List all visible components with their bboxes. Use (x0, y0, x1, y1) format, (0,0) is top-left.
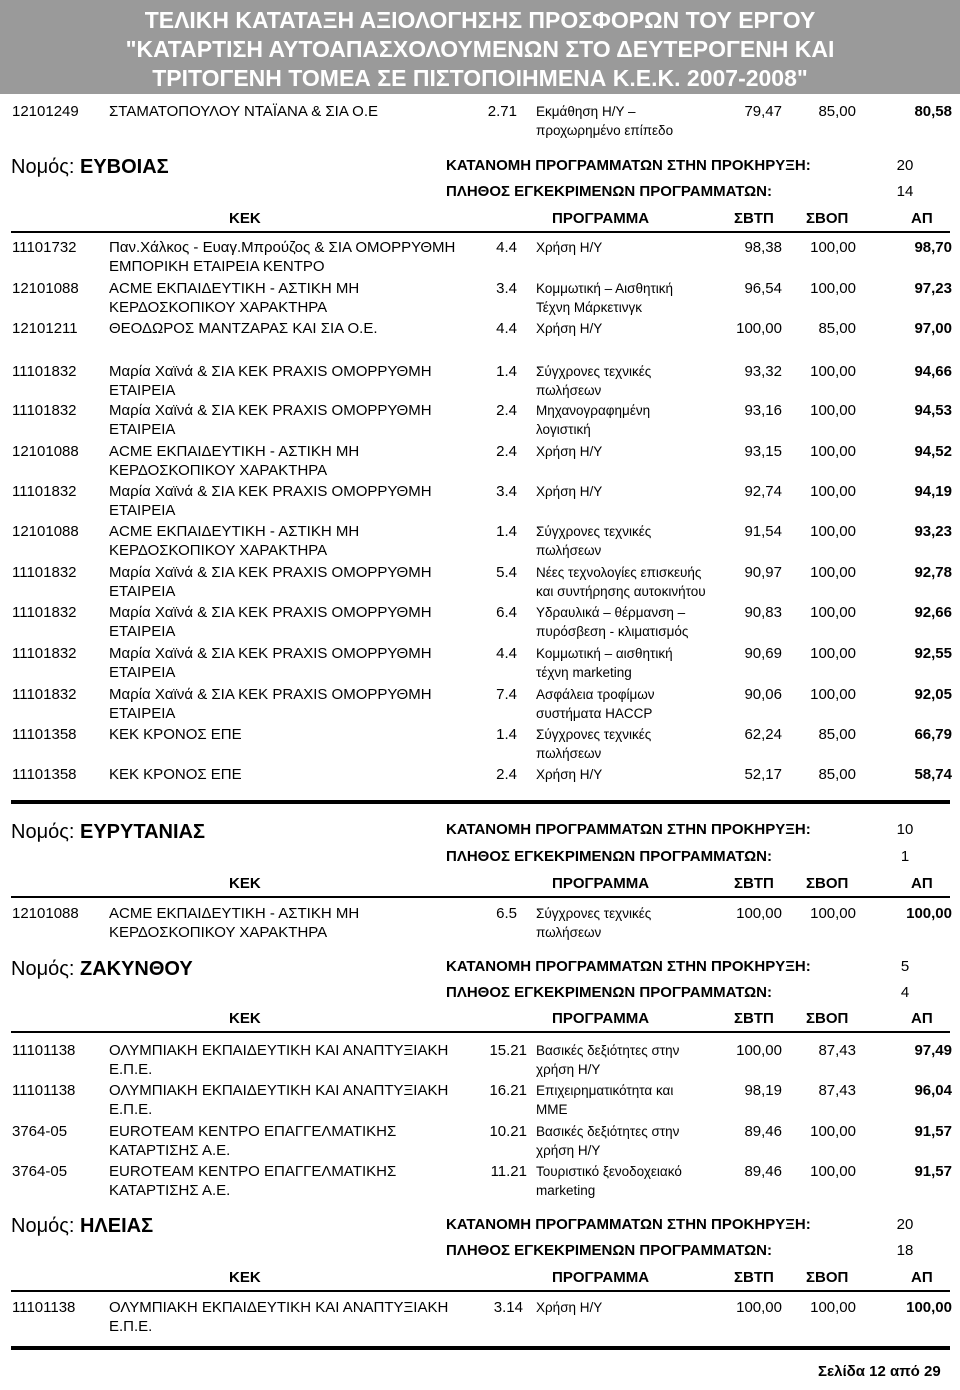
approved-value: 14 (896, 183, 914, 200)
column-header-ap: ΑΠ (911, 1269, 933, 1286)
kek-name: ACME ΕΚΠΑΙΔΕΥΤΙΚΗ - ΑΣΤΙΚΗ ΜΗ ΚΕΡΔΟΣΚΟΠΙΚΟΥ ΧΑΡΑΚΤΗΡΑ (109, 443, 360, 479)
header-divider (11, 231, 950, 233)
program-number: 3.14 (493, 1299, 523, 1316)
program-name: Χρήση Η/Υ (536, 240, 603, 255)
sbop-value: 100,00 (810, 239, 856, 256)
program-number: 3.4 (496, 280, 517, 297)
kek-name: Μαρία Χαϊνά & ΣΙΑ ΚΕΚ PRAXIS ΟΜΟΡΡΥΘΜΗ ΕΤΑΙΡΕΙΑ (109, 686, 432, 722)
program-name: Βασικές δεξιότητες στην χρήση Η/Υ (536, 1043, 680, 1077)
program-name: Χρήση Η/Υ (536, 767, 603, 782)
kek-name: ΣΤΑΜΑΤΟΠΟΥΛΟΥ ΝΤΑΪΑΝΑ & ΣΙΑ Ο.Ε (109, 103, 379, 120)
sbop-value: 100,00 (810, 1123, 856, 1140)
kek-code: 12101088 (12, 905, 79, 922)
sbop-value: 85,00 (818, 320, 856, 337)
sbop-value: 100,00 (810, 443, 856, 460)
kek-code: 12101088 (12, 523, 79, 540)
column-header-sbop: ΣΒΟΠ (806, 210, 849, 227)
sbtp-value: 98,19 (744, 1082, 782, 1099)
program-name: Επιχειρηματικότητα και ΜΜΕ (536, 1083, 674, 1117)
program-name: Χρήση Η/Υ (536, 444, 603, 459)
column-header-kek: ΚΕΚ (229, 210, 261, 227)
kek-code: 12101211 (12, 320, 78, 337)
sbop-value: 87,43 (818, 1042, 856, 1059)
program-number: 6.4 (496, 604, 517, 621)
column-header-kek: ΚΕΚ (229, 875, 261, 892)
sbtp-value: 91,54 (744, 523, 782, 540)
footer-divider (11, 1346, 950, 1350)
sbtp-value: 52,17 (744, 766, 782, 783)
kek-name: EUROTEAM ΚΕΝΤΡΟ ΕΠΑΓΓΕΛΜΑΤΙΚΗΣ ΚΑΤΑΡΤΙΣΗΣ Α.Ε. (109, 1123, 397, 1159)
kek-name: Μαρία Χαϊνά & ΣΙΑ ΚΕΚ PRAXIS ΟΜΟΡΡΥΘΜΗ ΕΤΑΙΡΕΙΑ (109, 645, 432, 681)
ap-value: 91,57 (914, 1123, 952, 1140)
sbop-value: 85,00 (818, 766, 856, 783)
ap-value: 91,57 (914, 1163, 952, 1180)
program-number: 6.5 (496, 905, 517, 922)
kek-name: ΟΛΥΜΠΙΑΚΗ ΕΚΠΑΙΔΕΥΤΙΚΗ ΚΑΙ ΑΝΑΠΤΥΞΙΑΚΗ Ε.Π.Ε. (109, 1082, 449, 1118)
program-number: 2.4 (496, 766, 517, 783)
sbop-value: 100,00 (810, 402, 856, 419)
program-number: 1.4 (496, 523, 517, 540)
column-header-program: ΠΡΟΓΡΑΜΜΑ (552, 1010, 650, 1027)
allocation-value: 10 (896, 821, 914, 838)
sbtp-value: 89,46 (744, 1163, 782, 1180)
kek-code: 11101832 (12, 645, 77, 662)
program-name: Σύγχρονες τεχνικές πωλήσεων (536, 727, 652, 761)
kek-code: 11101832 (12, 402, 77, 419)
allocation-value: 20 (896, 157, 914, 174)
program-number: 11.21 (490, 1163, 527, 1180)
column-header-sbop: ΣΒΟΠ (806, 1269, 849, 1286)
ap-value: 92,66 (914, 604, 952, 621)
sbop-value: 100,00 (810, 564, 856, 581)
prefecture-name: ΖΑΚΥΝΘΟΥ (79, 958, 193, 980)
kek-code: 3764-05 (12, 1123, 68, 1140)
kek-name: Μαρία Χαϊνά & ΣΙΑ ΚΕΚ PRAXIS ΟΜΟΡΡΥΘΜΗ ΕΤΑΙΡΕΙΑ (109, 483, 432, 519)
ap-value: 94,52 (914, 443, 952, 460)
program-name: Χρήση Η/Υ (536, 1300, 603, 1315)
sbtp-value: 62,24 (744, 726, 782, 743)
kek-code: 11101138 (12, 1042, 76, 1059)
program-number: 15.21 (489, 1042, 527, 1059)
allocation-label: ΚΑΤΑΝΟΜΗ ΠΡΟΓΡΑΜΜΑΤΩΝ ΣΤΗΝ ΠΡΟΚΗΡΥΞΗ: (446, 821, 811, 838)
title-line-2: "ΚΑΤΑΡΤΙΣΗ ΑΥΤΟΑΠΑΣΧΟΛΟΥΜΕΝΩΝ ΣΤΟ ΔΕΥΤΕΡΟΓΕΝΗ ΚΑΙ (125, 36, 835, 62)
sbop-value: 100,00 (810, 905, 856, 922)
prefecture-prefix: Νομός: (11, 1215, 75, 1237)
approved-label: ΠΛΗΘΟΣ ΕΓΚΕΚΡΙΜΕΝΩΝ ΠΡΟΓΡΑΜΜΑΤΩΝ: (446, 984, 772, 1001)
program-name: Μηχανογραφημένη λογιστική (536, 403, 651, 437)
column-header-sbtp: ΣΒΤΠ (734, 1010, 774, 1027)
header-divider (11, 1031, 950, 1033)
program-name: Εκμάθηση Η/Υ – προχωρημένο επίπεδο (536, 104, 674, 138)
kek-name: Μαρία Χαϊνά & ΣΙΑ ΚΕΚ PRAXIS ΟΜΟΡΡΥΘΜΗ ΕΤΑΙΡΕΙΑ (109, 564, 432, 600)
program-name: Ασφάλεια τροφίμων συστήματα HACCP (536, 687, 655, 721)
column-header-ap: ΑΠ (911, 210, 933, 227)
sbop-value: 100,00 (810, 604, 856, 621)
kek-code: 12101088 (12, 280, 79, 297)
column-header-program: ΠΡΟΓΡΑΜΜΑ (552, 210, 650, 227)
program-name: Κομμωτική – αισθητική τέχνη marketing (536, 646, 673, 680)
column-header-sbtp: ΣΒΤΠ (734, 1269, 774, 1286)
section-divider (11, 800, 950, 804)
column-header-ap: ΑΠ (911, 1010, 933, 1027)
document-title-banner (0, 0, 960, 94)
ap-value: 92,05 (914, 686, 952, 703)
kek-code: 12101088 (12, 443, 79, 460)
ap-value: 100,00 (906, 905, 952, 922)
prefecture-name: ΗΛΕΙΑΣ (79, 1215, 154, 1237)
approved-label: ΠΛΗΘΟΣ ΕΓΚΕΚΡΙΜΕΝΩΝ ΠΡΟΓΡΑΜΜΑΤΩΝ: (446, 1242, 772, 1259)
approved-label: ΠΛΗΘΟΣ ΕΓΚΕΚΡΙΜΕΝΩΝ ΠΡΟΓΡΑΜΜΑΤΩΝ: (446, 183, 772, 200)
column-header-sbop: ΣΒΟΠ (806, 875, 849, 892)
program-name: Χρήση Η/Υ (536, 321, 603, 336)
ap-value: 100,00 (906, 1299, 952, 1316)
kek-name: ΚΕΚ ΚΡΟΝΟΣ ΕΠΕ (109, 766, 242, 783)
kek-name: ACME ΕΚΠΑΙΔΕΥΤΙΚΗ - ΑΣΤΙΚΗ ΜΗ ΚΕΡΔΟΣΚΟΠΙΚΟΥ ΧΑΡΑΚΤΗΡΑ (109, 523, 360, 559)
sbtp-value: 90,97 (744, 564, 782, 581)
allocation-value: 5 (900, 958, 910, 975)
sbtp-value: 96,54 (744, 280, 782, 297)
program-name: Τουριστικό ξενοδοχειακό marketing (536, 1164, 682, 1198)
kek-code: 11101358 (12, 766, 77, 783)
kek-name: EUROTEAM ΚΕΝΤΡΟ ΕΠΑΓΓΕΛΜΑΤΙΚΗΣ ΚΑΤΑΡΤΙΣΗΣ Α.Ε. (109, 1163, 397, 1199)
ap-value: 58,74 (914, 766, 952, 783)
allocation-value: 20 (896, 1216, 914, 1233)
sbtp-value: 93,32 (744, 363, 782, 380)
column-header-program: ΠΡΟΓΡΑΜΜΑ (552, 875, 650, 892)
program-name: Σύγχρονες τεχνικές πωλήσεων (536, 524, 652, 558)
kek-name: ACME ΕΚΠΑΙΔΕΥΤΙΚΗ - ΑΣΤΙΚΗ ΜΗ ΚΕΡΔΟΣΚΟΠΙΚΟΥ ΧΑΡΑΚΤΗΡΑ (109, 280, 360, 316)
allocation-label: ΚΑΤΑΝΟΜΗ ΠΡΟΓΡΑΜΜΑΤΩΝ ΣΤΗΝ ΠΡΟΚΗΡΥΞΗ: (446, 157, 811, 174)
ap-value: 98,70 (914, 239, 952, 256)
ap-value: 93,23 (914, 523, 952, 540)
kek-code: 12101249 (12, 103, 79, 120)
sbtp-value: 89,46 (744, 1123, 782, 1140)
kek-name: ΘΕΟΔΩΡΟΣ ΜΑΝΤΖΑΡΑΣ ΚΑΙ ΣΙΑ Ο.Ε. (109, 320, 378, 337)
sbop-value: 87,43 (818, 1082, 856, 1099)
kek-code: 11101138 (12, 1299, 76, 1316)
prefecture-heading (11, 155, 169, 179)
column-header-ap: ΑΠ (911, 875, 933, 892)
sbtp-value: 90,69 (744, 645, 782, 662)
column-header-program: ΠΡΟΓΡΑΜΜΑ (552, 1269, 650, 1286)
sbtp-value: 100,00 (736, 320, 782, 337)
kek-name: Μαρία Χαϊνά & ΣΙΑ ΚΕΚ PRAXIS ΟΜΟΡΡΥΘΜΗ ΕΤΑΙΡΕΙΑ (109, 604, 432, 640)
sbtp-value: 90,83 (744, 604, 782, 621)
sbop-value: 100,00 (810, 280, 856, 297)
kek-name: ΚΕΚ ΚΡΟΝΟΣ ΕΠΕ (109, 726, 242, 743)
ap-value: 94,66 (914, 363, 952, 380)
prefecture-prefix: Νομός: (11, 821, 75, 843)
title-line-1: ΤΕΛΙΚΗ ΚΑΤΑΤΑΞΗ ΑΞΙΟΛΟΓΗΣΗΣ ΠΡΟΣΦΟΡΩΝ ΤΟΥ ΕΡΓΟΥ (144, 7, 816, 33)
approved-value: 18 (896, 1242, 914, 1259)
page-number: Σελίδα 12 από 29 (818, 1363, 941, 1380)
kek-name: ACME ΕΚΠΑΙΔΕΥΤΙΚΗ - ΑΣΤΙΚΗ ΜΗ ΚΕΡΔΟΣΚΟΠΙΚΟΥ ΧΑΡΑΚΤΗΡΑ (109, 905, 360, 941)
kek-code: 11101138 (12, 1082, 76, 1099)
kek-code: 11101832 (12, 686, 77, 703)
kek-code: 3764-05 (12, 1163, 68, 1180)
program-name: Υδραυλικά – θέρμανση – πυρόσβεση - κλιματισμός (536, 605, 689, 639)
kek-name: Μαρία Χαϊνά & ΣΙΑ ΚΕΚ PRAXIS ΟΜΟΡΡΥΘΜΗ ΕΤΑΙΡΕΙΑ (109, 402, 432, 438)
sbop-value: 100,00 (810, 1299, 856, 1316)
sbtp-value: 92,74 (744, 483, 782, 500)
sbtp-value: 100,00 (736, 1042, 782, 1059)
sbop-value: 85,00 (818, 103, 856, 120)
kek-code: 11101358 (12, 726, 77, 743)
ap-value: 66,79 (914, 726, 952, 743)
program-name: Νέες τεχνολογίες επισκευής και συντήρησης αυτοκινήτου (536, 565, 706, 599)
prefecture-name: ΕΥΡΥΤΑΝΙΑΣ (79, 821, 205, 843)
kek-name: ΟΛΥΜΠΙΑΚΗ ΕΚΠΑΙΔΕΥΤΙΚΗ ΚΑΙ ΑΝΑΠΤΥΞΙΑΚΗ Ε.Π.Ε. (109, 1299, 449, 1335)
sbop-value: 100,00 (810, 483, 856, 500)
program-number: 2.4 (496, 443, 517, 460)
approved-label: ΠΛΗΘΟΣ ΕΓΚΕΚΡΙΜΕΝΩΝ ΠΡΟΓΡΑΜΜΑΤΩΝ: (446, 848, 772, 865)
prefecture-name: ΕΥΒΟΙΑΣ (79, 156, 169, 178)
program-number: 3.4 (496, 483, 517, 500)
prefecture-prefix: Νομός: (11, 156, 75, 178)
header-divider (11, 896, 950, 898)
column-header-sbtp: ΣΒΤΠ (734, 875, 774, 892)
prefecture-prefix: Νομός: (11, 958, 75, 980)
program-name: Βασικές δεξιότητες στην χρήση Η/Υ (536, 1124, 680, 1158)
column-header-kek: ΚΕΚ (229, 1010, 261, 1027)
ap-value: 94,19 (914, 483, 952, 500)
kek-code: 11101832 (12, 363, 77, 380)
program-number: 16.21 (489, 1082, 527, 1099)
program-number: 10.21 (489, 1123, 527, 1140)
ap-value: 96,04 (914, 1082, 952, 1099)
program-number: 2.4 (496, 402, 517, 419)
ap-value: 80,58 (914, 103, 952, 120)
program-name: Σύγχρονες τεχνικές πωλήσεων (536, 364, 652, 398)
prefecture-heading (11, 1214, 153, 1238)
column-header-sbop: ΣΒΟΠ (806, 1010, 849, 1027)
program-name: Κομμωτική – Αισθητική Τέχνη Μάρκετινγκ (536, 281, 674, 315)
program-name: Σύγχρονες τεχνικές πωλήσεων (536, 906, 652, 940)
sbop-value: 100,00 (810, 686, 856, 703)
sbop-value: 100,00 (810, 1163, 856, 1180)
program-number: 1.4 (496, 726, 517, 743)
kek-name: Παν.Χάλκος - Ευαγ.Μπρούζος & ΣΙΑ ΟΜΟΡΡΥΘΜΗ ΕΜΠΟΡΙΚΗ ΕΤΑΙΡΕΙΑ ΚΕΝΤΡΟ (109, 239, 456, 275)
kek-code: 11101832 (12, 564, 77, 581)
program-name: Χρήση Η/Υ (536, 484, 603, 499)
kek-code: 11101732 (12, 239, 77, 256)
column-header-kek: ΚΕΚ (229, 1269, 261, 1286)
sbop-value: 100,00 (810, 523, 856, 540)
sbtp-value: 93,16 (744, 402, 782, 419)
sbtp-value: 100,00 (736, 905, 782, 922)
sbop-value: 100,00 (810, 645, 856, 662)
sbtp-value: 93,15 (744, 443, 782, 460)
sbtp-value: 79,47 (744, 103, 782, 120)
program-number: 5.4 (496, 564, 517, 581)
allocation-label: ΚΑΤΑΝΟΜΗ ΠΡΟΓΡΑΜΜΑΤΩΝ ΣΤΗΝ ΠΡΟΚΗΡΥΞΗ: (446, 1216, 811, 1233)
column-header-sbtp: ΣΒΤΠ (734, 210, 774, 227)
prefecture-heading (11, 957, 193, 981)
ap-value: 92,78 (914, 564, 952, 581)
approved-value: 1 (900, 848, 910, 865)
ap-value: 97,23 (914, 280, 952, 297)
kek-name: Μαρία Χαϊνά & ΣΙΑ ΚΕΚ PRAXIS ΟΜΟΡΡΥΘΜΗ ΕΤΑΙΡΕΙΑ (109, 363, 432, 399)
program-number: 1.4 (496, 363, 517, 380)
ap-value: 94,53 (914, 402, 952, 419)
ap-value: 92,55 (914, 645, 952, 662)
sbop-value: 100,00 (810, 363, 856, 380)
header-divider (11, 1290, 950, 1292)
prefecture-heading (11, 820, 205, 844)
approved-value: 4 (900, 984, 910, 1001)
program-number: 4.4 (496, 239, 517, 256)
sbop-value: 85,00 (818, 726, 856, 743)
sbtp-value: 90,06 (744, 686, 782, 703)
program-number: 4.4 (496, 320, 517, 337)
program-number: 7.4 (496, 686, 517, 703)
sbtp-value: 100,00 (736, 1299, 782, 1316)
title-line-3: ΤΡΙΤΟΓΕΝΗ ΤΟΜΕΑ ΣΕ ΠΙΣΤΟΠΟΙΗΜΕΝΑ Κ.Ε.Κ. 2007-2008" (152, 65, 808, 91)
kek-name: ΟΛΥΜΠΙΑΚΗ ΕΚΠΑΙΔΕΥΤΙΚΗ ΚΑΙ ΑΝΑΠΤΥΞΙΑΚΗ Ε.Π.Ε. (109, 1042, 449, 1078)
sbtp-value: 98,38 (744, 239, 782, 256)
ap-value: 97,49 (914, 1042, 952, 1059)
allocation-label: ΚΑΤΑΝΟΜΗ ΠΡΟΓΡΑΜΜΑΤΩΝ ΣΤΗΝ ΠΡΟΚΗΡΥΞΗ: (446, 958, 811, 975)
ap-value: 97,00 (914, 320, 952, 337)
program-number: 4.4 (496, 645, 517, 662)
program-number: 2.71 (487, 103, 517, 120)
kek-code: 11101832 (12, 483, 77, 500)
kek-code: 11101832 (12, 604, 77, 621)
